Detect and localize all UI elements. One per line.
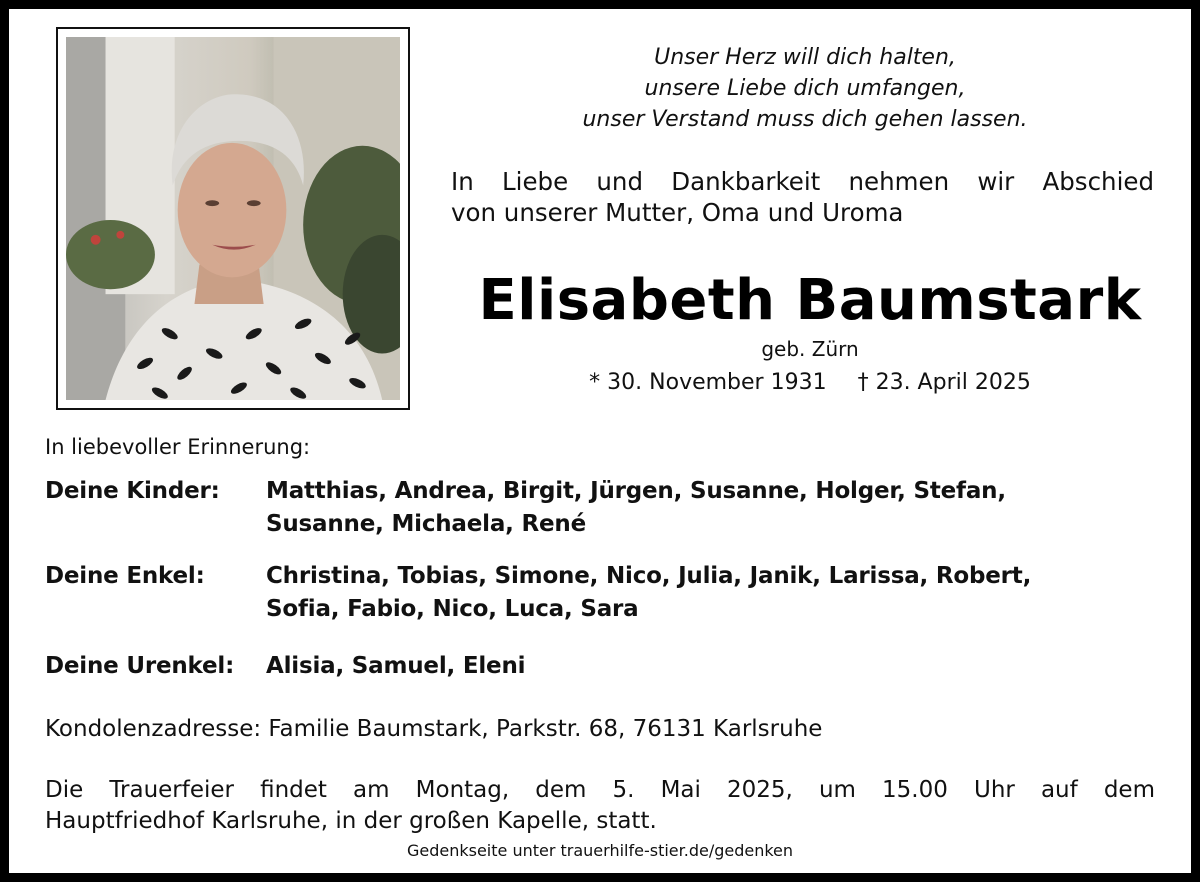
family-names-line: Alisia, Samuel, Eleni xyxy=(266,653,526,679)
portrait-photo xyxy=(66,37,400,400)
poem-line: Unser Herz will dich halten, xyxy=(654,45,956,70)
family-group-label: Deine Kinder: xyxy=(45,478,220,504)
family-group-label: Deine Enkel: xyxy=(45,563,205,589)
death-date: † 23. April 2025 xyxy=(857,370,1031,395)
farewell-intro-line: In Liebe und Dankbarkeit nehmen wir Abschied xyxy=(451,167,1154,196)
birth-date: * 30. November 1931 xyxy=(589,370,827,395)
family-group-names xyxy=(266,650,1146,683)
family-group-names xyxy=(266,560,1146,626)
family-group-label: Deine Urenkel: xyxy=(45,653,235,679)
funeral-info-line: Die Trauerfeier findet am Montag, dem 5. Mai 2025, um 15.00 Uhr auf dem xyxy=(45,777,1155,803)
deceased-name: Elisabeth Baumstark xyxy=(478,268,1142,333)
condolence-address: Kondolenzadresse: Familie Baumstark, Parkstr. 68, 76131 Karlsruhe xyxy=(45,716,823,742)
farewell-intro xyxy=(451,166,1154,228)
family-names-line: Christina, Tobias, Simone, Nico, Julia, Janik, Larissa, Robert, xyxy=(266,563,1032,589)
family-names-line: Susanne, Michaela, René xyxy=(266,511,586,537)
funeral-info xyxy=(45,775,1155,837)
family-group-names xyxy=(266,475,1146,541)
poem-line: unser Verstand muss dich gehen lassen. xyxy=(582,107,1028,132)
maiden-name: geb. Zürn xyxy=(761,337,859,361)
family-names-line: Sofia, Fabio, Nico, Luca, Sara xyxy=(266,596,639,622)
family-names-line: Matthias, Andrea, Birgit, Jürgen, Susanne, Holger, Stefan, xyxy=(266,478,1006,504)
portrait-illustration xyxy=(66,37,400,400)
poem xyxy=(450,42,1160,135)
funeral-info-line: Hauptfriedhof Karlsruhe, in der großen Kapelle, statt. xyxy=(45,808,657,834)
life-dates xyxy=(430,368,1190,398)
portrait-photo-frame xyxy=(56,27,410,410)
poem-line: unsere Liebe dich umfangen, xyxy=(644,76,966,101)
farewell-intro-line: von unserer Mutter, Oma und Uroma xyxy=(451,198,904,227)
memorial-page-link: Gedenkseite unter trauerhilfe-stier.de/gedenken xyxy=(406,841,794,860)
memory-heading: In liebevoller Erinnerung: xyxy=(45,435,311,459)
